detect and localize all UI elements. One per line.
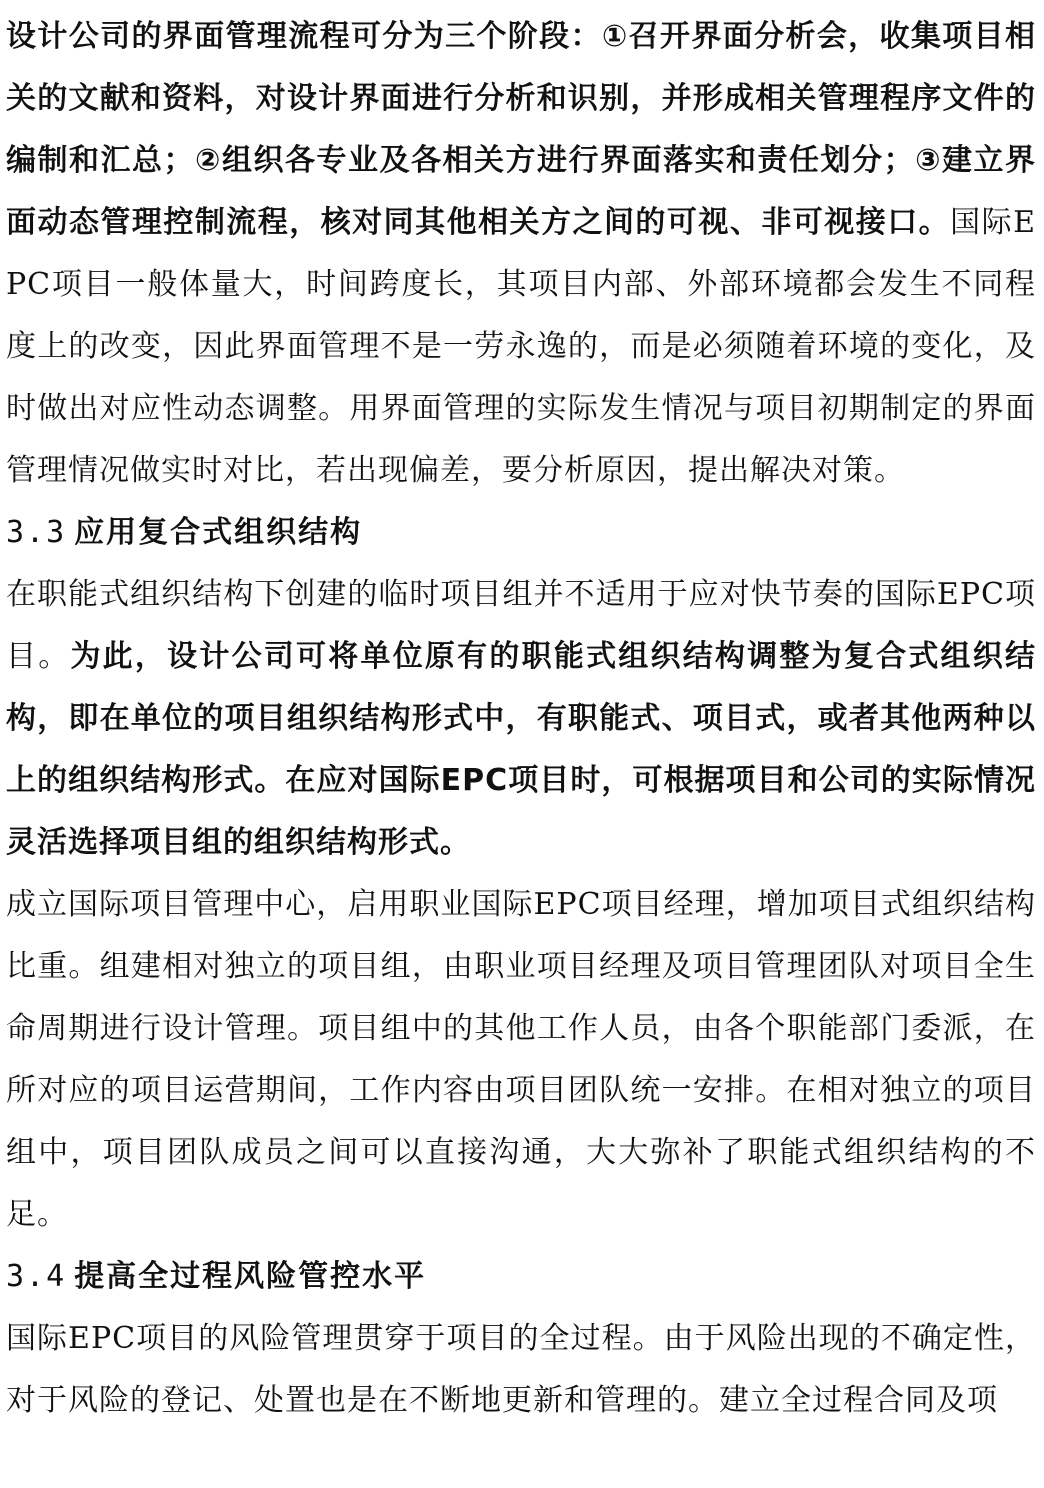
section-heading-3-4 (6, 1246, 1036, 1308)
section-heading-3-3 (6, 502, 1036, 564)
text-project-management-center: 成立国际项目管理中心，启用职业国际EPC项目经理，增加项目式组织结构比重。组建相对独立的项目组，由职业项目经理及项目管理团队对项目全生命周期进行设计管理。项目组中的其他工作人员，由各个职能部门委派，在所对应的项目运营期间，工作内容由项目团队统一安排。在相对独立的项目组中，项目团队成员之间可以直接沟通，大大弥补了职能式组织结构的不足。 (6, 887, 1036, 1232)
paragraph-risk-management (6, 1308, 1036, 1432)
bold-text-composite-structure: 为此，设计公司可将单位原有的职能式组织结构调整为复合式组织结构，即在单位的项目组织结构形式中，有职能式、项目式，或者其他两种以上的组织结构形式。在应对国际EPC项目时，可根据项目和公司的实际情况灵活选择项目组的组织结构形式。 (6, 639, 1037, 860)
paragraph-project-management-center (6, 874, 1036, 1246)
text-temporary-project-group: 在职能式组织结构下创建的临时项目组并不适用于应对快节奏的国际EPC项目。 (6, 577, 1036, 674)
section-title: 应用复合式组织结构 (74, 515, 363, 550)
document-page (6, 6, 1036, 1432)
paragraph-composite-organization (6, 564, 1036, 874)
text-risk-management: 国际EPC项目的风险管理贯穿于项目的全过程。由于风险出现的不确定性，对于风险的登记、处置也是在不断地更新和管理的。建立全过程合同及项 (6, 1321, 1036, 1418)
paragraph-interface-management-process (6, 6, 1036, 502)
text-dynamic-adjustment: 国际EPC项目一般体量大，时间跨度长，其项目内部、外部环境都会发生不同程度上的改变，因此界面管理不是一劳永逸的，而是必须随着环境的变化，及时做出对应性动态调整。用界面管理的实际发生情况与项目初期制定的界面管理情况做实时对比，若出现偏差，要分析原因，提出解决对策。 (6, 205, 1036, 488)
section-number: 3.4 (6, 1259, 67, 1294)
section-number: 3.3 (6, 515, 67, 550)
section-title: 提高全过程风险管控水平 (74, 1259, 427, 1294)
bold-text-interface-stages: 设计公司的界面管理流程可分为三个阶段：①召开界面分析会，收集项目相关的文献和资料，对设计界面进行分析和识别，并形成相关管理程序文件的编制和汇总；②组织各专业及各相关方进行界面落实和责任划分；③建立界面动态管理控制流程，核对同其他相关方之间的可视、非可视接口。 (6, 19, 1036, 240)
